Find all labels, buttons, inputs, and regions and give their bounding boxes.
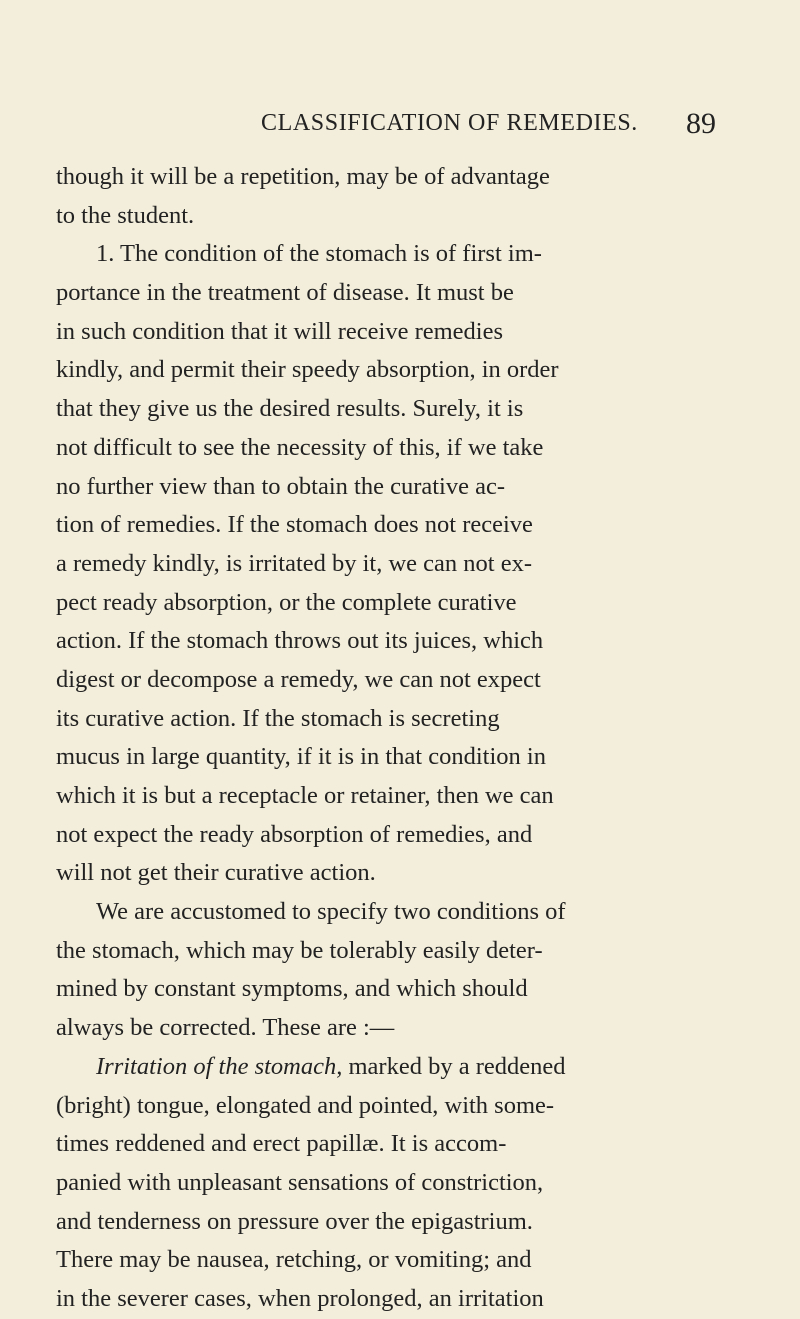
text-line: its curative action. If the stomach is secreting bbox=[56, 704, 500, 732]
text-line-irritation bbox=[56, 1048, 756, 1087]
text-line: the stomach, which may be tolerably easily deter- bbox=[56, 936, 543, 964]
text-line: panied with unpleasant sensations of constriction, bbox=[56, 1168, 544, 1196]
text-line: a remedy kindly, is irritated by it, we can not ex- bbox=[56, 549, 533, 577]
text-line: digest or decompose a remedy, we can not expect bbox=[56, 665, 541, 693]
text-line: There may be nausea, retching, or vomiting; and bbox=[56, 1246, 532, 1274]
text-line: (bright) tongue, elongated and pointed, with some- bbox=[56, 1091, 555, 1119]
text-line: times reddened and erect papillæ. It is accom- bbox=[56, 1130, 507, 1158]
text-line: mucus in large quantity, if it is in that condition in bbox=[56, 743, 546, 771]
page-number: 89 bbox=[686, 107, 716, 140]
text-line: which it is but a receptacle or retainer, then we can bbox=[56, 782, 554, 809]
header-title: CLASSIFICATION OF REMEDIES. bbox=[261, 110, 638, 136]
text-line: in the severer cases, when prolonged, an irritation bbox=[56, 1284, 544, 1312]
body-text bbox=[56, 158, 756, 1319]
text-line: not difficult to see the necessity of this, if we take bbox=[56, 433, 544, 461]
text-line: tion of remedies. If the stomach does not receive bbox=[56, 511, 533, 539]
text-line: mined by constant symptoms, and which should bbox=[56, 975, 528, 1003]
text-line: that they give us the desired results. Surely, it is bbox=[56, 395, 524, 423]
text-line: no further view than to obtain the curative ac- bbox=[56, 472, 505, 500]
text-line: to the student. bbox=[56, 201, 195, 229]
text-line: We are accustomed to specify two conditions of bbox=[96, 898, 566, 926]
text-line: kindly, and permit their speedy absorption, in order bbox=[56, 356, 559, 384]
text-line: action. If the stomach throws out its juices, which bbox=[56, 627, 544, 655]
text-fragment: marked by a reddened bbox=[348, 1052, 566, 1080]
text-line: and tenderness on pressure over the epigastrium. bbox=[56, 1207, 533, 1235]
text-line: always be corrected. These are :— bbox=[56, 1014, 395, 1042]
text-line: pect ready absorption, or the complete curative bbox=[56, 588, 517, 616]
text-line: will not get their curative action. bbox=[56, 859, 376, 887]
italic-phrase: Irritation of the stomach, bbox=[96, 1052, 343, 1080]
text-line: though it will be a repetition, may be of advantage bbox=[56, 163, 550, 190]
text-line: 1. The condition of the stomach is of first im- bbox=[96, 240, 542, 268]
text-line: not expect the ready absorption of remedies, and bbox=[56, 820, 533, 848]
text-line: portance in the treatment of disease. It must be bbox=[56, 279, 514, 307]
running-header bbox=[0, 107, 800, 150]
text-line: in such condition that it will receive remedies bbox=[56, 317, 503, 345]
